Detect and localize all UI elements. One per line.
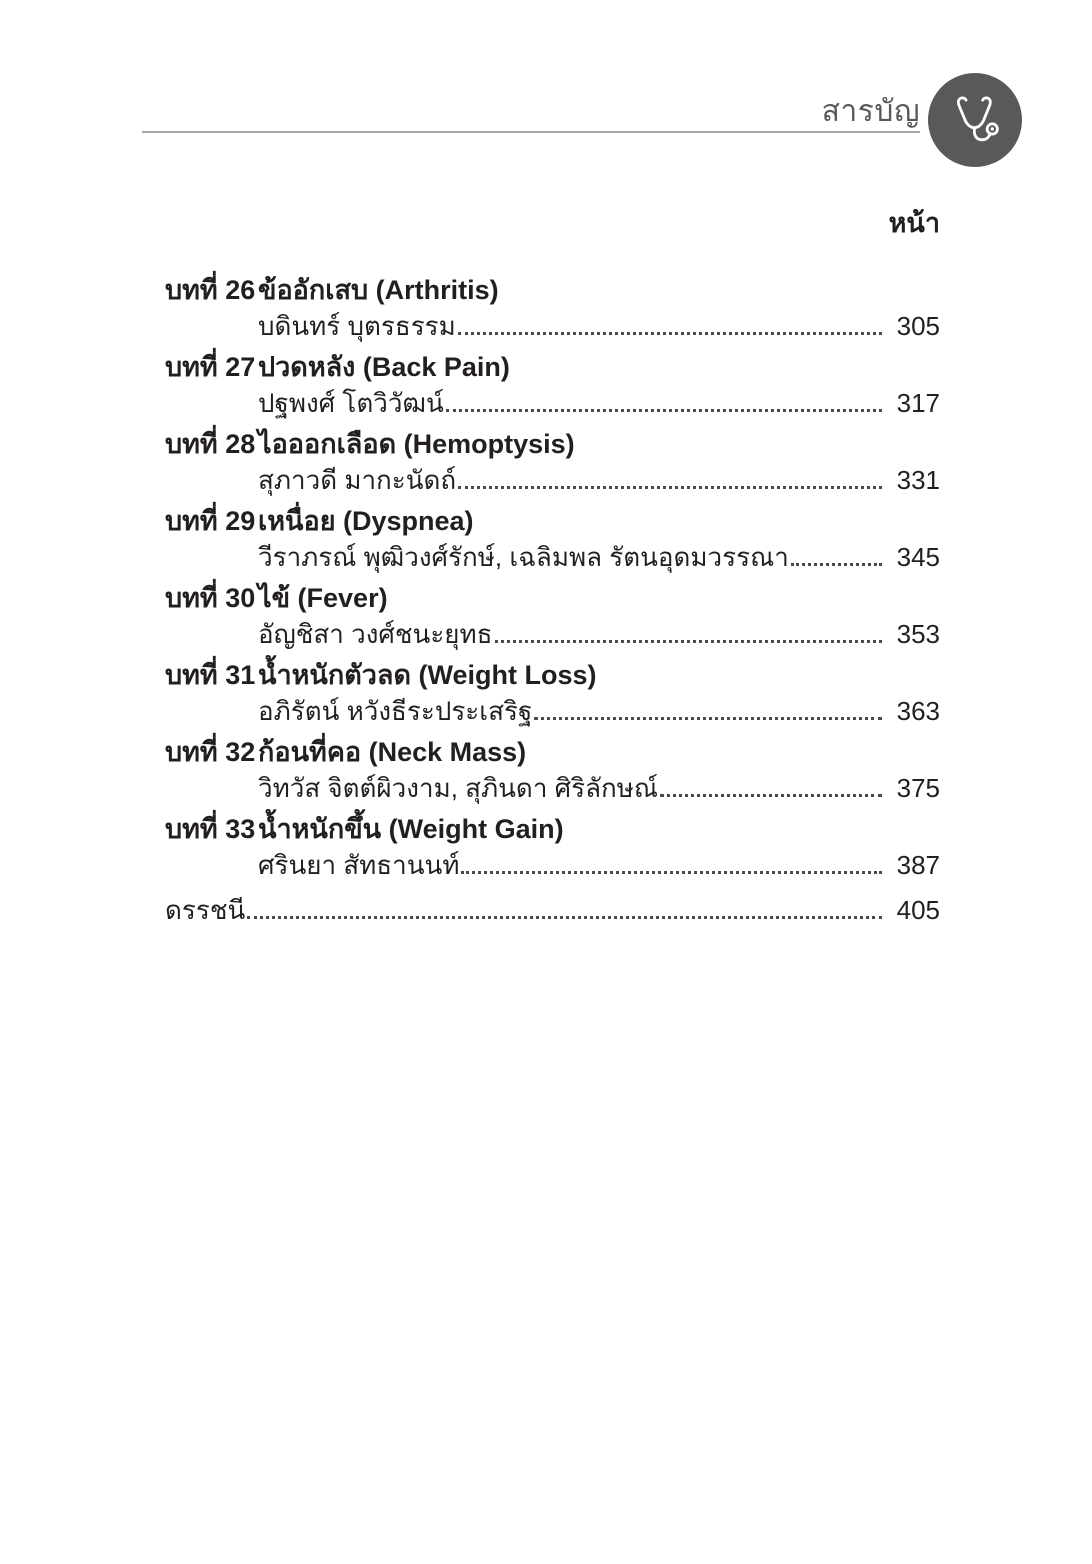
chapter-number: บทที่ 33 xyxy=(165,814,256,844)
chapter-title: น้ำหนักตัวลด (Weight Loss) xyxy=(258,660,597,690)
page-number: 387 xyxy=(896,850,940,880)
chapter-title: ปวดหลัง (Back Pain) xyxy=(258,352,510,382)
toc-entry xyxy=(165,734,940,806)
chapter-title: น้ำหนักขึ้น (Weight Gain) xyxy=(258,814,564,844)
chapter-title: ข้ออักเสบ (Arthritis) xyxy=(258,275,499,305)
page-number: 353 xyxy=(896,619,940,649)
chapter-number: บทที่ 31 xyxy=(165,660,256,690)
dot-leader xyxy=(791,562,882,566)
chapter-authors: อภิรัตน์ หวังธีระประเสริฐ xyxy=(258,696,533,726)
toc-entry xyxy=(165,349,940,421)
index-title: ดรรชนี xyxy=(165,895,246,925)
chapter-number: บทที่ 30 xyxy=(165,583,256,613)
chapter-authors: ปฐพงศ์ โตวิวัฒน์ xyxy=(258,388,444,418)
page-number: 375 xyxy=(896,773,940,803)
page-number: 317 xyxy=(896,388,940,418)
chapter-number: บทที่ 32 xyxy=(165,737,256,767)
header-rule xyxy=(142,73,920,133)
dot-leader xyxy=(247,915,882,919)
page-number: 345 xyxy=(896,542,940,572)
toc-entry xyxy=(165,426,940,498)
toc-entry xyxy=(165,580,940,652)
chapter-authors: บดินทร์ บุตรธรรม xyxy=(258,311,456,341)
stethoscope-icon xyxy=(928,73,1022,167)
chapter-authors: สุภาวดี มากะนัดถ์ xyxy=(258,465,457,495)
dot-leader xyxy=(534,716,882,720)
toc-entry xyxy=(165,272,940,344)
page-number: 331 xyxy=(896,465,940,495)
page-number: 305 xyxy=(896,311,940,341)
chapter-authors: อัญชิสา วงศ์ชนะยุทธ xyxy=(258,619,493,649)
dot-leader xyxy=(458,331,882,335)
chapter-title: เหนื่อย (Dyspnea) xyxy=(258,506,474,536)
chapter-number: บทที่ 28 xyxy=(165,429,256,459)
dot-leader xyxy=(660,793,882,797)
page-column-label: หน้า xyxy=(888,208,940,238)
page-header xyxy=(142,73,1022,167)
page-title: สารบัญ xyxy=(821,95,920,128)
page-number: 363 xyxy=(896,696,940,726)
toc-entry xyxy=(165,503,940,575)
dot-leader xyxy=(458,485,882,489)
toc-entry xyxy=(165,657,940,729)
chapter-number: บทที่ 26 xyxy=(165,275,256,305)
dot-leader xyxy=(461,870,882,874)
chapter-title: ไอออกเลือด (Hemoptysis) xyxy=(258,429,575,459)
page-number: 405 xyxy=(896,895,940,925)
chapter-number: บทที่ 27 xyxy=(165,352,256,382)
chapter-authors: ศรินยา สัทธานนท์ xyxy=(258,850,460,880)
chapter-title: ไข้ (Fever) xyxy=(258,583,388,613)
toc-list xyxy=(165,272,940,928)
toc-entry xyxy=(165,811,940,883)
chapter-number: บทที่ 29 xyxy=(165,506,256,536)
chapter-authors: วีราภรณ์ พุฒิวงศ์รักษ์, เฉลิมพล รัตนอุดมวรรณา xyxy=(258,542,789,572)
chapter-authors: วิทวัส จิตต์ผิวงาม, สุภินดา ศิริลักษณ์ xyxy=(258,773,659,803)
dot-leader xyxy=(495,639,882,643)
index-entry xyxy=(165,892,940,928)
chapter-title: ก้อนที่คอ (Neck Mass) xyxy=(258,737,527,767)
dot-leader xyxy=(446,408,882,412)
